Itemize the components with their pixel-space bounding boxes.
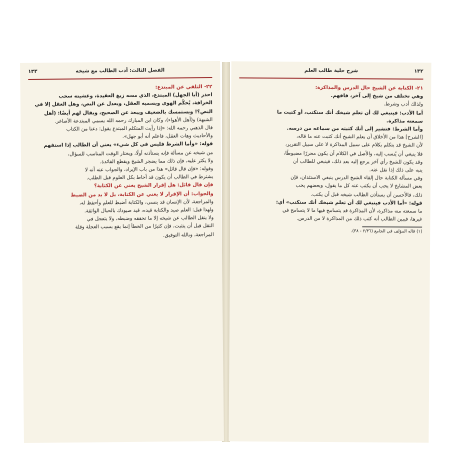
text-line: فلا ينبغي أن يُنسب إليه، والأصل في الكلام أن يكون محررًا مضبوطًا، (283, 150, 423, 158)
text-line: قوله: «وأما الشرط فليس في كل شيء» يعني أن الطالب إذا استفهم (43, 141, 213, 150)
text-line: وفي مسألة الكتابة حال إلقاء الشيخ الدرس ينبغي الاستئذان، فإن (290, 174, 423, 182)
left-page-running-title: الفصل الثالث: أدب الطالب مع شيخه (75, 67, 165, 75)
text-line: والأحاديث وهات العقل، فاعلم أنه أبو جهل». (122, 133, 213, 141)
left-header-rule (28, 77, 212, 80)
right-page-running-title: شرح حلية طالب العلم (304, 67, 359, 75)
text-line: وأما الشرط: فتشير إلى أنك كتبته من سماعه من درسه. (286, 125, 423, 133)
right-page (229, 61, 432, 442)
section-heading-line: والجواب: أن الإقرار لا يغني عن الكتابة، بل لا بد من الضبط (70, 190, 214, 199)
footnote: (١) قاله المؤلف في الجامع (٢/٣٦ - ٣٨). (350, 229, 423, 236)
text-line: غيرها، فيبين الطالب أنه كتب ذلك من المذاكرة لا من الدرس. (296, 216, 423, 223)
text-line: بعض المشايخ لا يحب أن يكتب عنه كل ما يقول، وبعضهم يحب (295, 183, 423, 191)
text-line: أما الأدب: فينبغي لك أن تعلم شيخك أنك ستكتب، أو كتبت ما (276, 109, 423, 117)
text-line: ينبه على ذلك إذا نقل عنه. (369, 167, 423, 174)
right-page-body (237, 83, 423, 434)
text-line: من شيخه عن مسألة فإنه يستأذنه أولًا، ويختار الوقت المناسب للسؤال، (67, 149, 213, 158)
text-line: لأن الشيخ قد يتكلم بكلام على سبيل المذاكرة لا على سبيل التقرير، (285, 142, 423, 150)
section-heading-line: فإن قال قائل: هل إقرار الشيخ يغني عن الكتابة؟ (94, 182, 214, 190)
text-line: والمراجعة، لأن الإنسان قد ينسى، والكتابة أضبط للعلم وأحفظ له، (79, 198, 214, 207)
text-line: الخرافة، يُحكّم الهوى ويسميه العقل، ويعدل عن النص، وهل العقل إلا في (34, 100, 213, 109)
text-line: ولهذا قيل: العلم صيد والكتابة قيده، قيد صيودك بالحبال الواثقة. (84, 207, 214, 215)
right-page-header (239, 65, 423, 76)
text-line: النقل قبل أن يتثبت، فإن كثيرًا من الخطأ إنما يقع بسبب العجلة وقلة (75, 223, 214, 231)
footnote-rule (362, 227, 422, 228)
right-page-number: ١٣٢ (414, 68, 424, 75)
text-line: وقوله: «فإن قال قائل» هذا من باب الإيراد، والجواب عنه أنه لا (84, 166, 214, 174)
text-line: ولا ينقل الطالب عن شيخه إلا ما تحققه وضبطه، ولا يتعجل في (86, 215, 214, 223)
text-line: ولا يكثر عليه، فإن ذلك مما يضجر الشيخ ويقطع الفائدة. (99, 157, 214, 166)
left-page-number: ١٣٣ (28, 68, 38, 75)
text-line: سمعته مذاكرة. (386, 118, 423, 125)
text-line: وهي تختلف من شيخ إلى آخر، فافهم. (330, 93, 424, 100)
text-line: الشبهة) و(أهل الأهواء)، وكان ابن المبارك رحمه الله يسمي المبتدعة الأصاغر. (54, 116, 213, 125)
text-line: ولذلك أدب وشرط. (383, 101, 424, 109)
text-line: قوله: «أما الأدب فينبغي لك أن تعلم شيخك أنك ستكتب» أي: (275, 199, 423, 207)
left-page (20, 61, 224, 443)
left-page-body (28, 83, 216, 435)
text-line: النص؟! ويستمسك بالضعيف ويبعد عن الصحيح، ويقال لهم أيضًا: (أهل (44, 108, 213, 117)
text-line: احذر (أبا الجهل) المبتدع، الذي مسه زيغ العقيدة، وغشيته سحب (58, 92, 213, 100)
text-line: قال الذهبي رحمه الله: «إذا رأيت المتكلم المبتدع يقول: دعنا من الكتاب (66, 125, 213, 133)
left-page-header (28, 65, 212, 77)
section-heading-line: ٢٢- التلقي عن المبتدع: (155, 84, 213, 91)
text-line: [الشرح] هذا من الأخلاق أن يعلم الشيخ أنك كتبت عنه ما قاله، (296, 133, 423, 141)
text-line: ما سمعته منه مذاكرة، لأن المذاكرة قد يتسامح فيها ما لا يتسامح في (282, 207, 423, 215)
section-heading-line: ٢١- الكتابة عن الشيخ حال الدرس والمذاكرة: (315, 84, 424, 92)
text-line: المراجعة، وبالله التوفيق. (163, 231, 214, 239)
right-header-rule (239, 77, 423, 79)
text-line: يشترط في الطالب أن يكون قد أحاط بكل العلوم قبل الطلب. (86, 174, 214, 182)
text-line: ذلك، فالأحسن أن يستأذن الطالب شيخه قبل أن يكتب. (310, 191, 423, 199)
text-line: وقد يكون للشيخ رأي آخر يرجع إليه بعد ذلك، فينبغي للطالب أن (293, 158, 423, 166)
